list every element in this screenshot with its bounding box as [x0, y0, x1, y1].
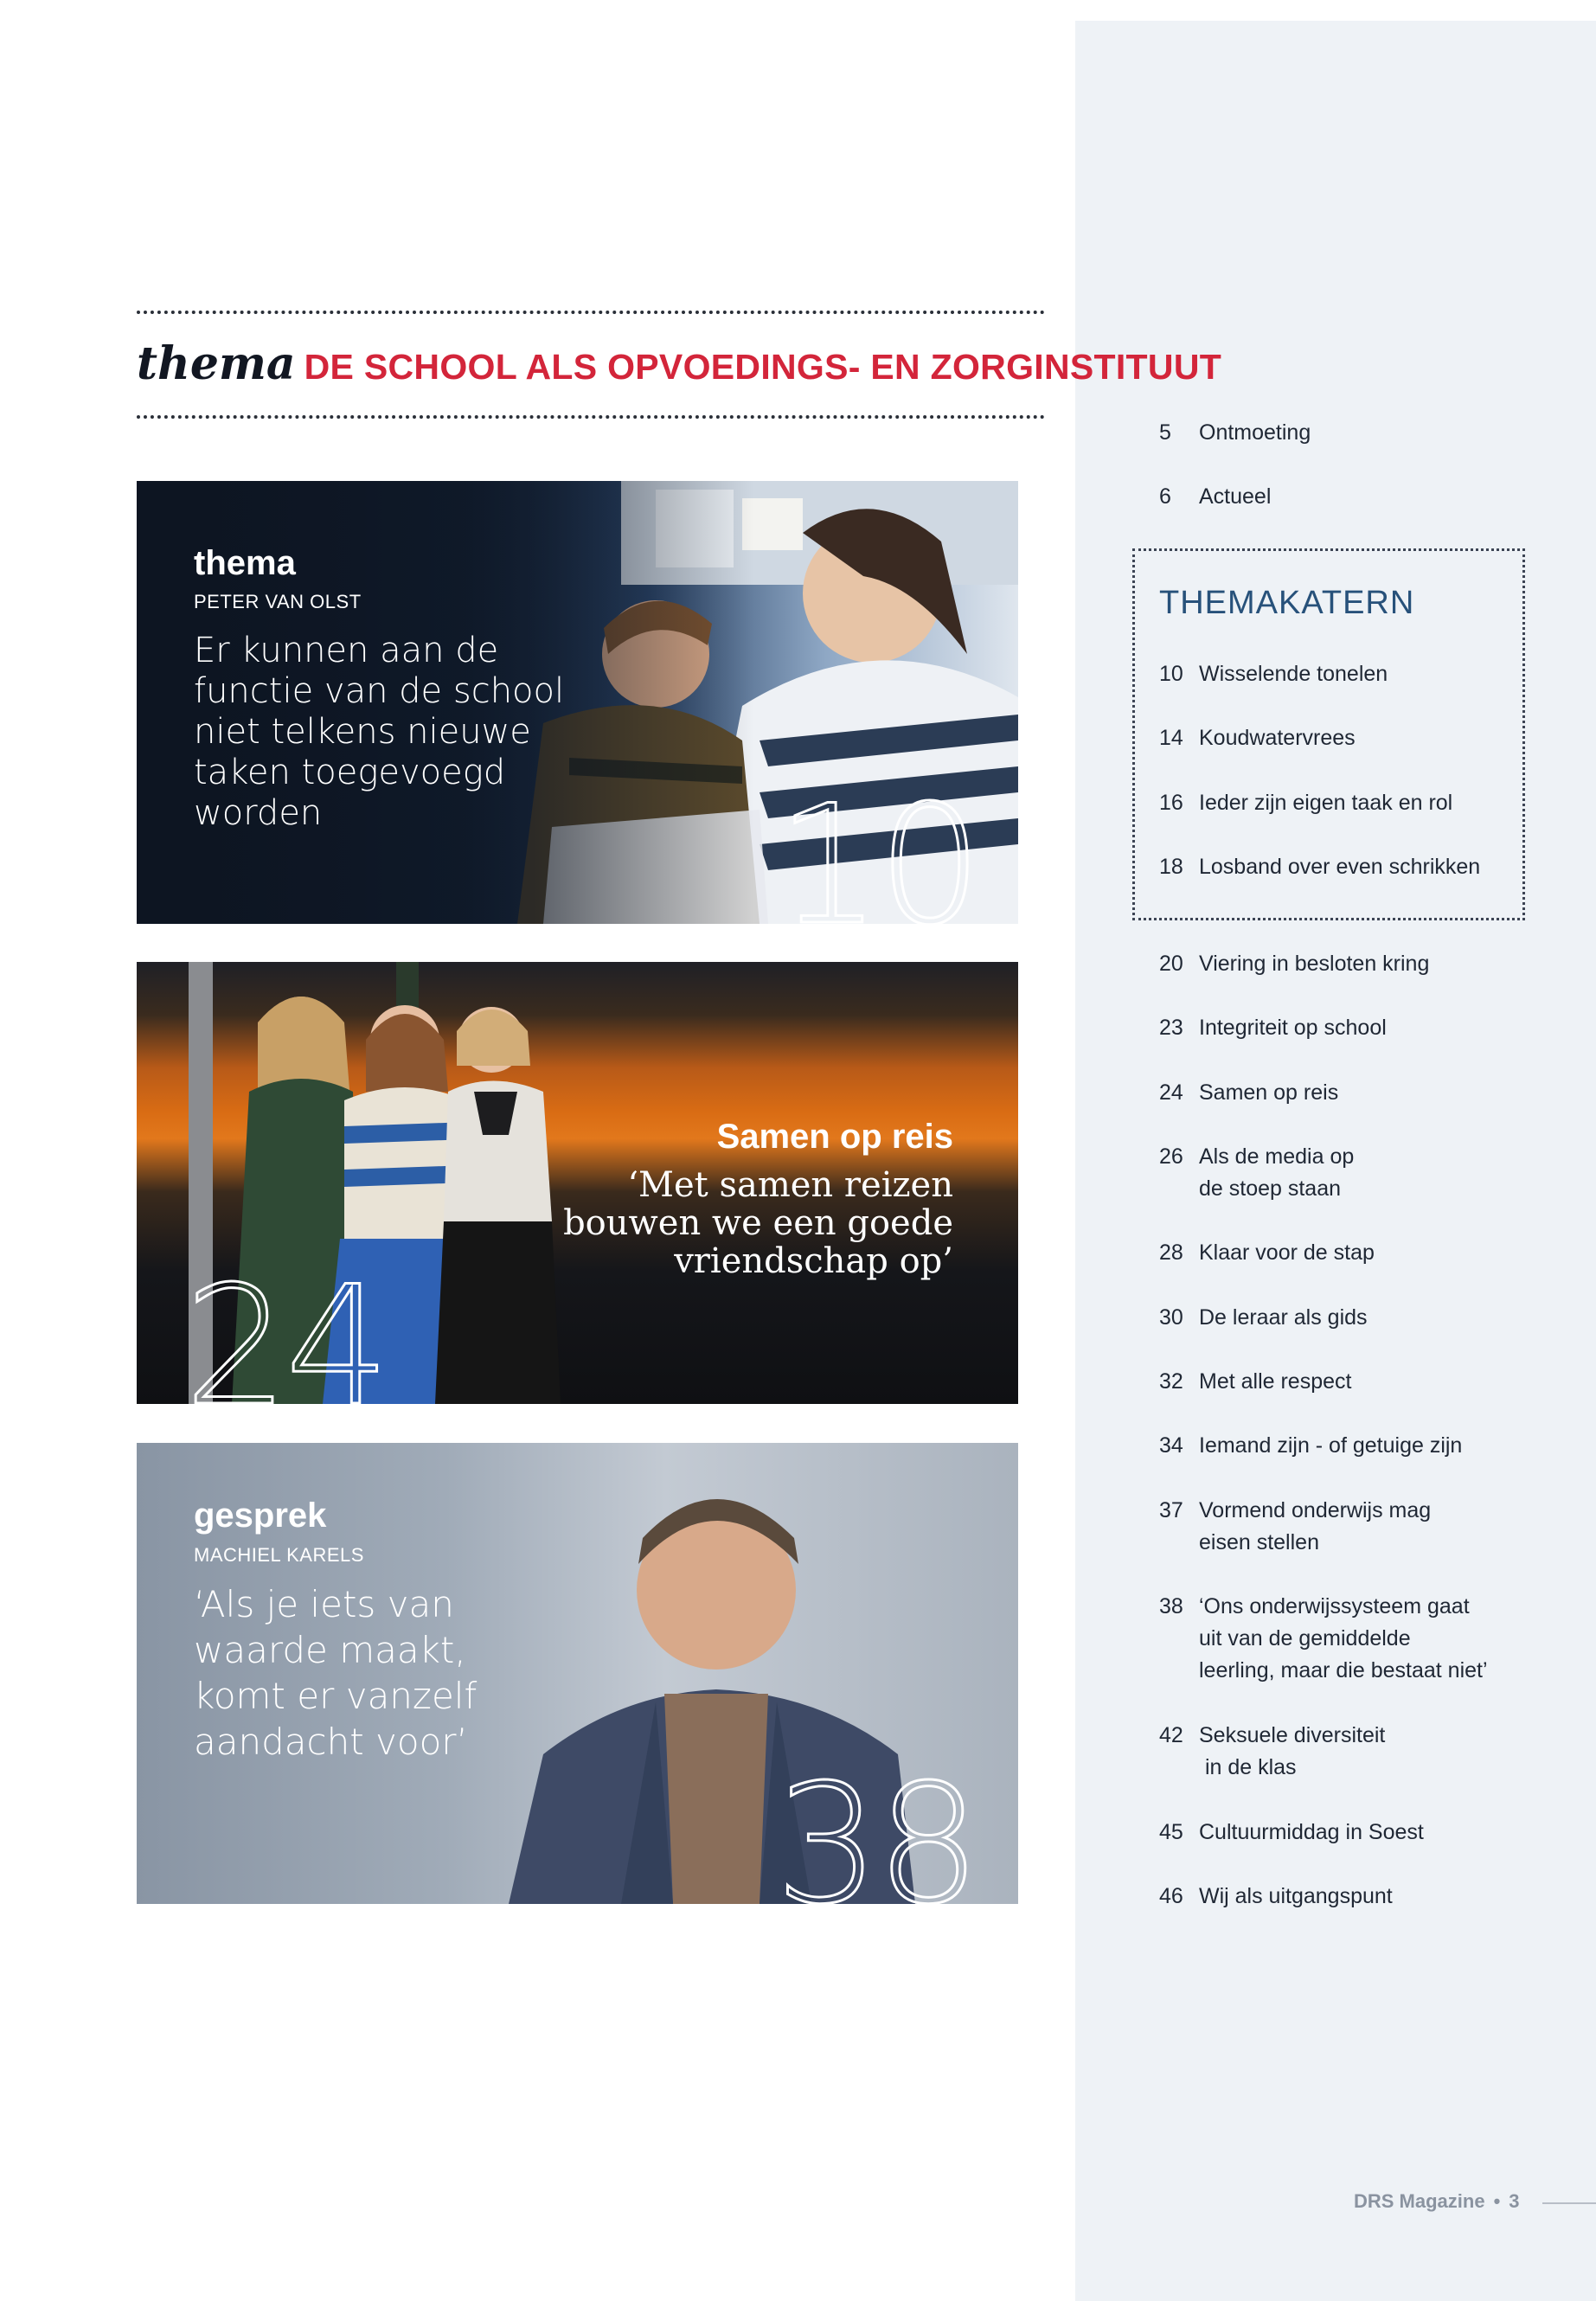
card-quote: Er kunnen aan de functie van de school niet telkens nieuwe taken toegevoegd worden — [194, 631, 565, 833]
card-label: thema — [194, 544, 296, 582]
toc-title: eisen stellen — [1199, 1530, 1319, 1554]
toc-title: Wisselende tonelen — [1199, 662, 1388, 686]
toc-item[interactable] — [1159, 481, 1271, 513]
toc-title: de stoep staan — [1199, 1176, 1342, 1201]
toc-item[interactable] — [1159, 1141, 1354, 1205]
toc-title: uit van de gemiddelde — [1199, 1626, 1411, 1650]
theme-word: thema — [137, 337, 296, 390]
page-number-badge: 38 — [775, 1749, 977, 1904]
toc-item[interactable] — [1159, 948, 1429, 980]
toc-page-number: 16 — [1159, 791, 1183, 815]
feature-card-samen-op-reis[interactable] — [137, 962, 1018, 1404]
toc-item[interactable] — [1159, 1720, 1385, 1784]
toc-item[interactable] — [1159, 1012, 1387, 1044]
toc-page-number: 24 — [1159, 1080, 1183, 1105]
toc-page-number: 37 — [1159, 1498, 1183, 1522]
toc-page-number: 20 — [1159, 952, 1183, 976]
toc-page-number: 34 — [1159, 1433, 1183, 1458]
toc-item[interactable] — [1159, 1302, 1368, 1334]
toc-page-number: 14 — [1159, 726, 1183, 750]
card-quote — [503, 1166, 953, 1280]
toc-title: Met alle respect — [1199, 1369, 1352, 1394]
card-quote-line: bouwen we een goede — [563, 1203, 953, 1243]
card-author: PETER VAN OLST — [194, 591, 362, 612]
page-number: 3 — [1509, 2190, 1520, 2212]
toc-page-number: 6 — [1159, 484, 1171, 509]
toc-page-number: 18 — [1159, 855, 1183, 879]
toc-item[interactable] — [1159, 1881, 1393, 1913]
toc-title: Actueel — [1199, 484, 1272, 509]
toc-item[interactable] — [1159, 722, 1356, 754]
toc-item[interactable] — [1159, 1817, 1424, 1849]
toc-item[interactable] — [1159, 1430, 1462, 1462]
page-number-badge: 10 — [777, 770, 979, 924]
header-divider-top — [137, 311, 1045, 314]
toc-item[interactable] — [1159, 1237, 1375, 1269]
toc-page-number: 46 — [1159, 1884, 1183, 1908]
page-footer — [1354, 2190, 1520, 2213]
toc-page-number: 45 — [1159, 1820, 1183, 1844]
card-author: MACHIEL KARELS — [194, 1544, 364, 1566]
toc-title: Cultuurmiddag in Soest — [1199, 1820, 1424, 1844]
toc-title: leerling, maar die bestaat niet’ — [1199, 1658, 1488, 1682]
toc-title: in de klas — [1199, 1755, 1297, 1779]
toc-title: Iemand zijn - of getuige zijn — [1199, 1433, 1463, 1458]
toc-title: Seksuele diversiteit — [1199, 1723, 1386, 1747]
feature-card-gesprek[interactable] — [137, 1443, 1018, 1904]
toc-title: Vormend onderwijs mag — [1199, 1498, 1432, 1522]
toc-item[interactable] — [1159, 1591, 1488, 1687]
page-number-badge: 24 — [184, 1251, 387, 1404]
magazine-name: DRS Magazine — [1354, 2190, 1485, 2212]
footer-rule — [1542, 2202, 1596, 2204]
toc-page-number: 23 — [1159, 1016, 1183, 1040]
toc-title: ‘Ons onderwijssysteem gaat — [1199, 1594, 1470, 1618]
toc-title: Samen op reis — [1199, 1080, 1339, 1105]
toc-page-number: 32 — [1159, 1369, 1183, 1394]
card-quote-line: vriendschap op’ — [674, 1241, 953, 1281]
toc-title: Klaar voor de stap — [1199, 1240, 1375, 1265]
toc-title: Losband over even schrikken — [1199, 855, 1481, 879]
toc-page-number: 26 — [1159, 1144, 1183, 1169]
header-divider-bottom — [137, 415, 1045, 419]
card-quote: ‘Als je iets van waarde maakt, komt er vanzelf aandacht voor’ — [194, 1583, 478, 1763]
toc-item[interactable] — [1159, 417, 1311, 449]
toc-page-number: 30 — [1159, 1305, 1183, 1330]
toc-item[interactable] — [1159, 658, 1388, 690]
toc-title: Viering in besloten kring — [1199, 952, 1430, 976]
toc-title: Integriteit op school — [1199, 1016, 1387, 1040]
theme-title: DE SCHOOL ALS OPVOEDINGS- EN ZORGINSTITUUT — [304, 347, 1222, 387]
toc-item[interactable] — [1159, 787, 1452, 819]
toc-item[interactable] — [1159, 851, 1480, 883]
toc-title: Koudwatervrees — [1199, 726, 1356, 750]
toc-page-number: 5 — [1159, 420, 1171, 445]
toc-page-number: 42 — [1159, 1723, 1183, 1747]
toc-page-number: 10 — [1159, 662, 1183, 686]
theme-header — [137, 337, 1222, 398]
toc-page-number: 38 — [1159, 1594, 1183, 1618]
card-label: gesprek — [194, 1497, 327, 1535]
toc-title: Ieder zijn eigen taak en rol — [1199, 791, 1453, 815]
toc-page-number: 28 — [1159, 1240, 1183, 1265]
toc-title: Als de media op — [1199, 1144, 1355, 1169]
toc-title: Wij als uitgangspunt — [1199, 1884, 1393, 1908]
card-label: Samen op reis — [716, 1118, 953, 1156]
card-quote-line: ‘Met samen reizen — [627, 1165, 953, 1205]
toc-title: Ontmoeting — [1199, 420, 1311, 445]
toc-item[interactable] — [1159, 1366, 1351, 1398]
toc-item[interactable] — [1159, 1495, 1431, 1559]
toc-title: De leraar als gids — [1199, 1305, 1368, 1330]
footer-bullet: • — [1493, 2190, 1501, 2212]
themakatern-title: THEMAKATERN — [1159, 585, 1415, 621]
toc-item[interactable] — [1159, 1077, 1338, 1109]
feature-card-thema[interactable] — [137, 481, 1018, 924]
